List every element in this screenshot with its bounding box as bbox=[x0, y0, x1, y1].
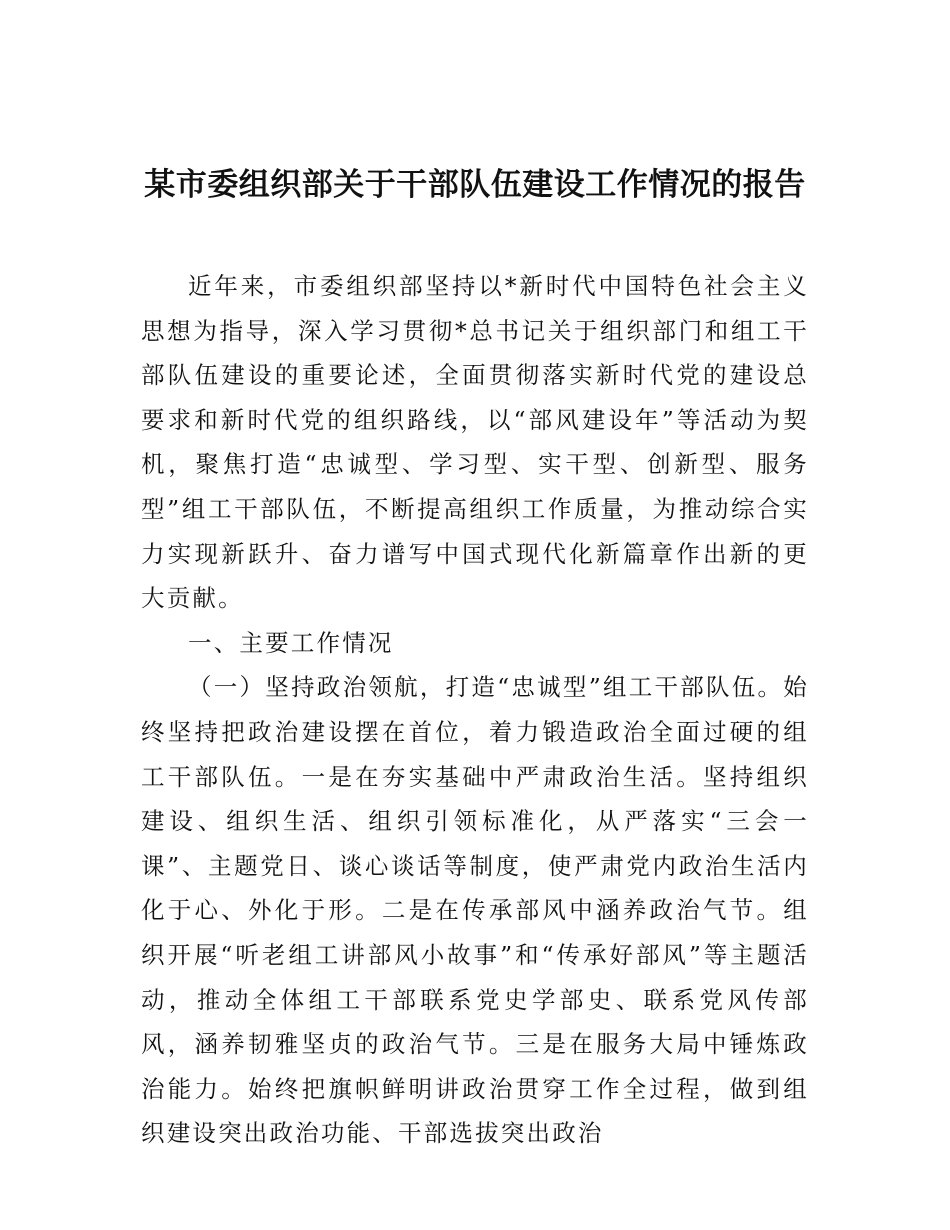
document-body bbox=[141, 264, 809, 1156]
intro-paragraph: 近年来，市委组织部坚持以*新时代中国特色社会主义思想为指导，深入学习贯彻*总书记关于组织部门和组工干部队伍建设的重要论述，全面贯彻落实新时代党的建设总要求和新时代党的组织路线，以“部风建设年”等活动为契机，聚焦打造“忠诚型、学习型、实干型、创新型、服务型”组工干部队伍，不断提高组织工作质量，为推动综合实力实现新跃升、奋力谱写中国式现代化新篇章作出新的更大贡献。 bbox=[141, 272, 809, 613]
document-title: 某市委组织部关于干部队伍建设工作情况的报告 bbox=[144, 167, 806, 203]
section-paragraph: （一）坚持政治领航，打造“忠诚型”组工干部队伍。始终坚持把政治建设摆在首位，着力锻造政治全面过硬的组工干部队伍。一是在夯实基础中严肃政治生活。坚持组织建设、组织生活、组织引领标准化，从严落实“三会一课”、主题党日、谈心谈话等制度，使严肃党内政治生活内化于心、外化于形。二是在传承部风中涵养政治气节。组织开展“听老组工讲部风小故事”和“传承好部风”等主题活动，推动全体组工干部联系党史学部史、联系党风传部风，涵养韧雅坚贞的政治气节。三是在服务大局中锤炼政治能力。始终把旗帜鲜明讲政治贯穿工作全过程，做到组织建设突出政治功能、干部选拔突出政治 bbox=[141, 673, 809, 1148]
section-heading: 一、主要工作情况 bbox=[188, 628, 394, 657]
